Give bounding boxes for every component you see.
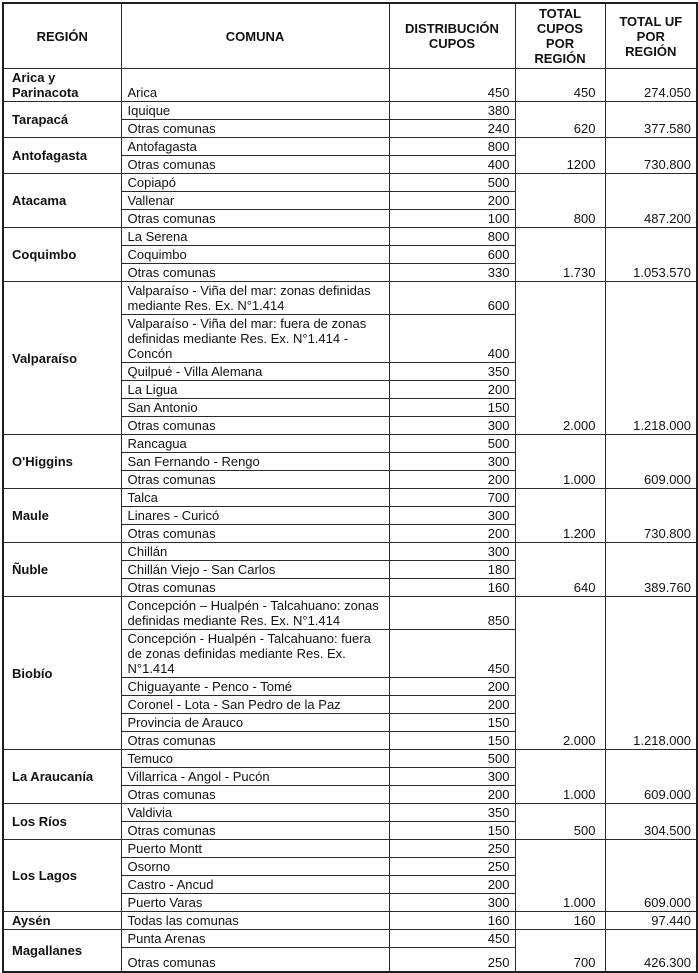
distribucion-cupos-cell: 350 — [389, 804, 515, 822]
table-row — [3, 912, 697, 930]
comuna-cell: Otras comunas — [121, 264, 389, 282]
region-cell: Atacama — [3, 174, 121, 228]
header-distribucion-cupos: DISTRIBUCIÓN CUPOS — [389, 3, 515, 69]
distribucion-cupos-cell: 400 — [389, 156, 515, 174]
comuna-cell: Otras comunas — [121, 120, 389, 138]
total-cupos-region-cell: 640 — [515, 543, 605, 597]
region-cell: Valparaíso — [3, 282, 121, 435]
distribucion-cupos-cell: 300 — [389, 507, 515, 525]
total-uf-region-cell: 426.300 — [605, 930, 697, 972]
header-comuna: COMUNA — [121, 3, 389, 69]
comuna-cell: Valparaíso - Viña del mar: zonas definidas mediante Res. Ex. N°1.414 — [121, 282, 389, 315]
total-cupos-region-cell: 1.000 — [515, 435, 605, 489]
distribucion-cupos-cell: 450 — [389, 930, 515, 948]
distribucion-cupos-cell: 300 — [389, 417, 515, 435]
table-row — [3, 930, 697, 948]
distribucion-cupos-cell: 300 — [389, 543, 515, 561]
total-cupos-region-cell: 1200 — [515, 138, 605, 174]
distribucion-cupos-cell: 200 — [389, 876, 515, 894]
comuna-cell: Talca — [121, 489, 389, 507]
distribucion-cupos-cell: 150 — [389, 399, 515, 417]
comuna-cell: Otras comunas — [121, 417, 389, 435]
region-cell: Los Ríos — [3, 804, 121, 840]
distribucion-cupos-cell: 500 — [389, 435, 515, 453]
distribucion-cupos-cell: 180 — [389, 561, 515, 579]
distribucion-cupos-cell: 850 — [389, 597, 515, 630]
table-header — [3, 3, 697, 69]
total-uf-region-cell: 274.050 — [605, 69, 697, 102]
total-cupos-region-cell: 500 — [515, 804, 605, 840]
comuna-cell: Chillán — [121, 543, 389, 561]
distribucion-cupos-cell: 500 — [389, 174, 515, 192]
region-cell: Antofagasta — [3, 138, 121, 174]
comuna-cell: Punta Arenas — [121, 930, 389, 948]
distribucion-cupos-cell: 450 — [389, 69, 515, 102]
comuna-cell: Otras comunas — [121, 732, 389, 750]
region-cell: Maule — [3, 489, 121, 543]
region-cell: Ñuble — [3, 543, 121, 597]
table-row — [3, 282, 697, 315]
region-cell: Magallanes — [3, 930, 121, 972]
comuna-cell: Coquimbo — [121, 246, 389, 264]
distribucion-cupos-cell: 450 — [389, 630, 515, 678]
distribucion-cupos-cell: 380 — [389, 102, 515, 120]
comuna-cell: Valdivia — [121, 804, 389, 822]
distribucion-cupos-cell: 150 — [389, 822, 515, 840]
comuna-cell: Chillán Viejo - San Carlos — [121, 561, 389, 579]
comuna-cell: Rancagua — [121, 435, 389, 453]
distribucion-cupos-cell: 200 — [389, 471, 515, 489]
distribucion-cupos-cell: 300 — [389, 768, 515, 786]
comuna-cell: Arica — [121, 69, 389, 102]
comuna-cell: Otras comunas — [121, 579, 389, 597]
distribucion-cupos-cell: 150 — [389, 714, 515, 732]
comuna-cell: Villarrica - Angol - Pucón — [121, 768, 389, 786]
total-uf-region-cell: 1.218.000 — [605, 597, 697, 750]
distribucion-cupos-cell: 600 — [389, 246, 515, 264]
comuna-cell: Chiguayante - Penco - Tomé — [121, 678, 389, 696]
table-row — [3, 597, 697, 630]
total-uf-region-cell: 609.000 — [605, 840, 697, 912]
total-uf-region-cell: 730.800 — [605, 489, 697, 543]
comuna-cell: La Serena — [121, 228, 389, 246]
comuna-cell: Antofagasta — [121, 138, 389, 156]
distribucion-cupos-cell: 250 — [389, 840, 515, 858]
distribucion-cupos-cell: 200 — [389, 381, 515, 399]
table-row — [3, 489, 697, 507]
total-cupos-region-cell: 1.730 — [515, 228, 605, 282]
comuna-cell: Valparaíso - Viña del mar: fuera de zonas definidas mediante Res. Ex. N°1.414 - Concón — [121, 315, 389, 363]
table-row — [3, 138, 697, 156]
distribucion-cupos-cell: 160 — [389, 912, 515, 930]
distribucion-cupos-cell: 160 — [389, 579, 515, 597]
comuna-cell: San Fernando - Rengo — [121, 453, 389, 471]
comuna-cell: Otras comunas — [121, 822, 389, 840]
comuna-cell: Concepción – Hualpén - Talcahuano: zonas definidas mediante Res. Ex. N°1.414 — [121, 597, 389, 630]
total-uf-region-cell: 609.000 — [605, 435, 697, 489]
total-cupos-region-cell: 700 — [515, 930, 605, 972]
total-uf-region-cell: 304.500 — [605, 804, 697, 840]
distribucion-cupos-cell: 800 — [389, 138, 515, 156]
total-uf-region-cell: 487.200 — [605, 174, 697, 228]
distribucion-cupos-cell: 350 — [389, 363, 515, 381]
comuna-cell: Coronel - Lota - San Pedro de la Paz — [121, 696, 389, 714]
region-cell: La Araucanía — [3, 750, 121, 804]
table-body — [3, 69, 697, 972]
total-uf-region-cell: 730.800 — [605, 138, 697, 174]
comuna-cell: Iquique — [121, 102, 389, 120]
comuna-cell: Linares - Curicó — [121, 507, 389, 525]
distribucion-cupos-cell: 700 — [389, 489, 515, 507]
total-cupos-region-cell: 2.000 — [515, 597, 605, 750]
distribucion-cupos-cell: 500 — [389, 750, 515, 768]
comuna-cell: Otras comunas — [121, 786, 389, 804]
distribucion-cupos-cell: 200 — [389, 696, 515, 714]
table-row — [3, 840, 697, 858]
total-cupos-region-cell: 160 — [515, 912, 605, 930]
distribucion-cupos-cell: 200 — [389, 192, 515, 210]
total-cupos-region-cell: 620 — [515, 102, 605, 138]
region-cell: Tarapacá — [3, 102, 121, 138]
distribucion-cupos-cell: 100 — [389, 210, 515, 228]
comuna-cell: Quilpué - Villa Alemana — [121, 363, 389, 381]
table-row — [3, 174, 697, 192]
total-cupos-region-cell: 1.200 — [515, 489, 605, 543]
comuna-cell: Concepción - Hualpén - Talcahuano: fuera de zonas definidas mediante Res. Ex. N°1.414 — [121, 630, 389, 678]
table-row — [3, 543, 697, 561]
region-cell: Los Lagos — [3, 840, 121, 912]
comuna-cell: Puerto Varas — [121, 894, 389, 912]
distribucion-cupos-cell: 300 — [389, 453, 515, 471]
total-uf-region-cell: 389.760 — [605, 543, 697, 597]
distribucion-cupos-cell: 250 — [389, 858, 515, 876]
comuna-cell: Otras comunas — [121, 210, 389, 228]
region-cell: Coquimbo — [3, 228, 121, 282]
comuna-cell: Todas las comunas — [121, 912, 389, 930]
total-uf-region-cell: 1.218.000 — [605, 282, 697, 435]
comuna-cell: Provincia de Arauco — [121, 714, 389, 732]
table-row — [3, 102, 697, 120]
total-cupos-region-cell: 1.000 — [515, 750, 605, 804]
distribucion-cupos-cell: 300 — [389, 894, 515, 912]
comuna-cell: Castro - Ancud — [121, 876, 389, 894]
distribucion-cupos-cell: 400 — [389, 315, 515, 363]
distribucion-cupos-cell: 600 — [389, 282, 515, 315]
comuna-cell: Temuco — [121, 750, 389, 768]
table-row — [3, 750, 697, 768]
table-row — [3, 228, 697, 246]
distribucion-cupos-cell: 200 — [389, 525, 515, 543]
header-total-uf-region: TOTAL UF POR REGIÓN — [605, 3, 697, 69]
distribucion-cupos-cell: 330 — [389, 264, 515, 282]
header-region: REGIÓN — [3, 3, 121, 69]
comuna-cell: Otras comunas — [121, 948, 389, 972]
table-row — [3, 435, 697, 453]
total-uf-region-cell: 377.580 — [605, 102, 697, 138]
total-uf-region-cell: 1.053.570 — [605, 228, 697, 282]
distribucion-cupos-cell: 250 — [389, 948, 515, 972]
total-uf-region-cell: 609.000 — [605, 750, 697, 804]
distribucion-cupos-cell: 150 — [389, 732, 515, 750]
comuna-cell: Vallenar — [121, 192, 389, 210]
distribucion-cupos-cell: 200 — [389, 678, 515, 696]
total-cupos-region-cell: 800 — [515, 174, 605, 228]
header-row — [3, 3, 697, 69]
comuna-cell: Otras comunas — [121, 156, 389, 174]
region-cell: O'Higgins — [3, 435, 121, 489]
table-row — [3, 69, 697, 102]
comuna-cell: Otras comunas — [121, 471, 389, 489]
distribucion-cupos-cell: 800 — [389, 228, 515, 246]
comuna-cell: San Antonio — [121, 399, 389, 417]
total-uf-region-cell: 97.440 — [605, 912, 697, 930]
distribucion-cupos-cell: 240 — [389, 120, 515, 138]
cupos-distribution-table — [2, 2, 698, 973]
header-total-cupos-region: TOTAL CUPOS POR REGIÓN — [515, 3, 605, 69]
total-cupos-region-cell: 2.000 — [515, 282, 605, 435]
comuna-cell: La Ligua — [121, 381, 389, 399]
comuna-cell: Puerto Montt — [121, 840, 389, 858]
comuna-cell: Copiapó — [121, 174, 389, 192]
region-cell: Arica y Parinacota — [3, 69, 121, 102]
region-cell: Biobío — [3, 597, 121, 750]
region-cell: Aysén — [3, 912, 121, 930]
total-cupos-region-cell: 1.000 — [515, 840, 605, 912]
table-row — [3, 804, 697, 822]
total-cupos-region-cell: 450 — [515, 69, 605, 102]
distribucion-cupos-cell: 200 — [389, 786, 515, 804]
comuna-cell: Otras comunas — [121, 525, 389, 543]
comuna-cell: Osorno — [121, 858, 389, 876]
